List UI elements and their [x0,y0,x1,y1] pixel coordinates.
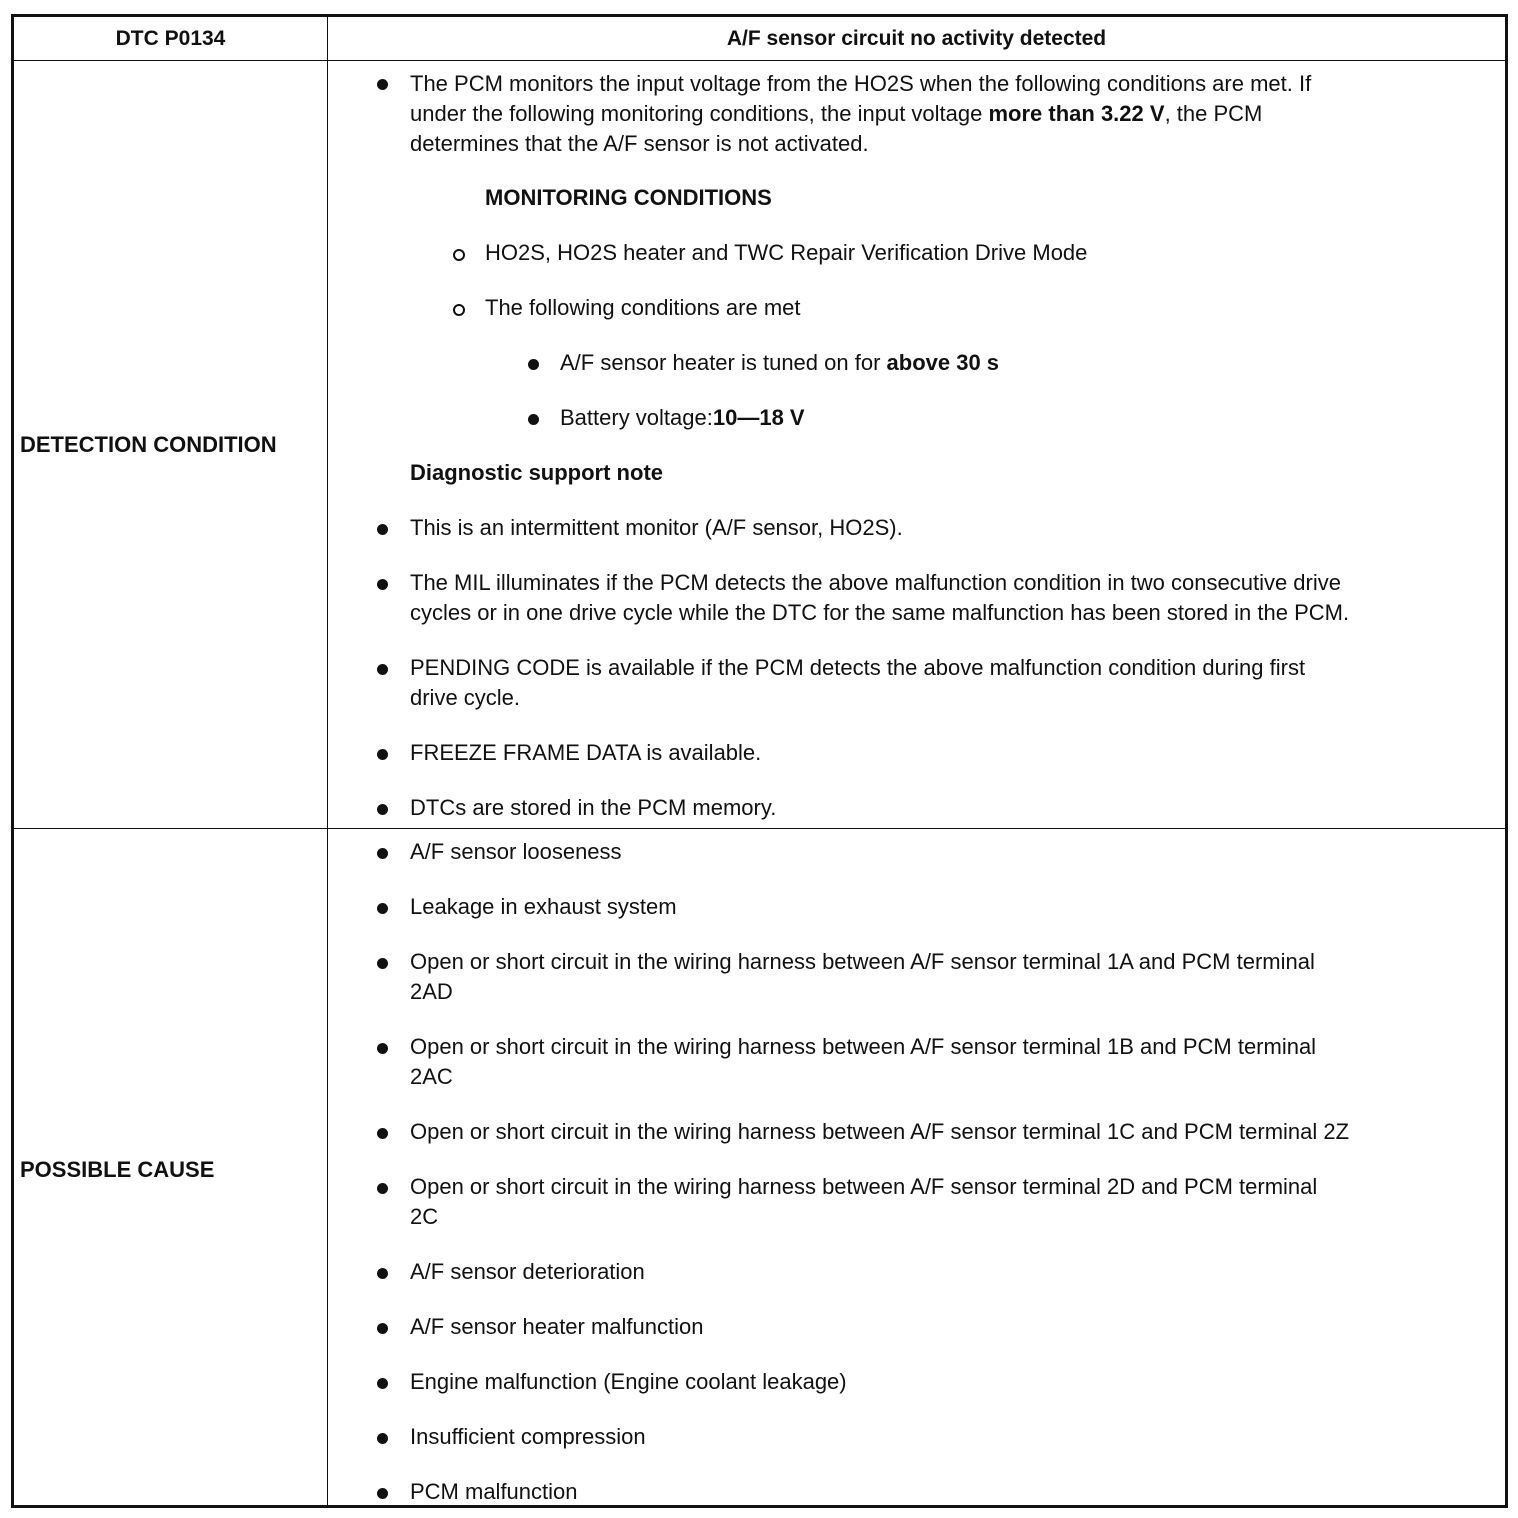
possible-cause-label: POSSIBLE CAUSE [20,1157,215,1182]
bullet-icon [377,749,388,760]
cause-exhaust-leak: Leakage in exhaust system [410,894,677,919]
bullet-icon [377,1043,388,1054]
detection-content-cell [328,60,1505,828]
bullet-icon [528,359,539,370]
heater-text: A/F sensor heater is tuned on for [560,350,887,375]
cause-circuit-1a-line-2: 2AD [410,979,453,1004]
bullet-icon [377,848,388,859]
cause-circuit-1b-line-2: 2AC [410,1064,453,1089]
note-pending-line-2: drive cycle. [410,685,521,710]
condition-following-met: The following conditions are met [485,295,801,320]
bullet-icon [377,804,388,815]
cause-heater-malfunction: A/F sensor heater malfunction [410,1314,704,1339]
note-intermittent: This is an intermittent monitor (A/F sensor, HO2S). [410,515,903,540]
cause-circuit-1c: Open or short circuit in the wiring harness between A/F sensor terminal 1C and PCM terminal 2Z [410,1119,1350,1144]
note-mil-line-2: cycles or in one drive cycle while the DTC for the same malfunction has been stored in the PCM. [410,600,1350,625]
bullet-icon [377,579,388,590]
cause-circuit-1a-line-1: Open or short circuit in the wiring harness between A/F sensor terminal 1A and PCM terminal [410,949,1315,974]
bullet-icon [377,903,388,914]
monitoring-conditions-heading: MONITORING CONDITIONS [485,185,772,210]
heater-time: above 30 s [886,350,1000,375]
bullet-icon [377,1128,388,1139]
sub-condition-heater [560,348,999,378]
cause-circuit-1b-line-1: Open or short circuit in the wiring harness between A/F sensor terminal 1B and PCM terminal [410,1034,1317,1059]
bullet-icon [377,1488,388,1499]
intro-line-2 [410,99,1262,129]
possible-cause-label-cell [14,829,327,1505]
note-dtc-stored: DTCs are stored in the PCM memory. [410,795,777,820]
sub-condition-battery [560,403,805,433]
cause-compression: Insufficient compression [410,1424,646,1449]
header-title-cell [328,17,1505,60]
dtc-table [11,14,1508,1508]
bullet-icon [377,1268,388,1279]
note-pending-line-1: PENDING CODE is available if the PCM detects the above malfunction condition during first [410,655,1306,680]
intro-text: under the following monitoring conditions, the input voltage [410,101,989,126]
bullet-icon [377,79,388,90]
battery-range: 10—18 V [712,405,805,430]
dtc-title: A/F sensor circuit no activity detected [726,26,1107,50]
possible-cause-content-cell [328,829,1505,1505]
intro-line-3: determines that the A/F sensor is not activated. [410,131,869,156]
diagnostic-support-note-heading: Diagnostic support note [410,460,663,485]
detection-condition-label: DETECTION CONDITION [20,432,277,457]
bullet-icon [377,664,388,675]
voltage-threshold: more than 3.22 V [988,101,1165,126]
header-code-cell [14,17,327,60]
bullet-icon [377,1433,388,1444]
dtc-code: DTC P0134 [115,26,226,50]
intro-line-1: The PCM monitors the input voltage from the HO2S when the following conditions are met. If [410,71,1312,96]
circle-bullet-icon [453,249,465,261]
note-mil-line-1: The MIL illuminates if the PCM detects the above malfunction condition in two consecutive drive [410,570,1341,595]
bullet-icon [528,414,539,425]
detection-label-cell [14,60,327,828]
cause-pcm-malfunction: PCM malfunction [410,1479,578,1504]
bullet-icon [377,1183,388,1194]
cause-looseness: A/F sensor looseness [410,839,622,864]
note-freeze-frame: FREEZE FRAME DATA is available. [410,740,762,765]
battery-text: Battery voltage: [560,405,713,430]
header-row [14,17,1505,61]
bullet-icon [377,524,388,535]
bullet-icon [377,1323,388,1334]
bullet-icon [377,958,388,969]
intro-text-end: , the PCM [1164,101,1263,126]
cause-circuit-2d-line-1: Open or short circuit in the wiring harness between A/F sensor terminal 2D and PCM terminal [410,1174,1318,1199]
bullet-icon [377,1378,388,1389]
cause-circuit-2d-line-2: 2C [410,1204,439,1229]
cause-deterioration: A/F sensor deterioration [410,1259,645,1284]
cause-engine-malfunction: Engine malfunction (Engine coolant leakage) [410,1369,847,1394]
circle-bullet-icon [453,304,465,316]
condition-drive-mode: HO2S, HO2S heater and TWC Repair Verification Drive Mode [485,240,1088,265]
detection-condition-row [14,60,1505,829]
possible-cause-row [14,829,1505,1505]
